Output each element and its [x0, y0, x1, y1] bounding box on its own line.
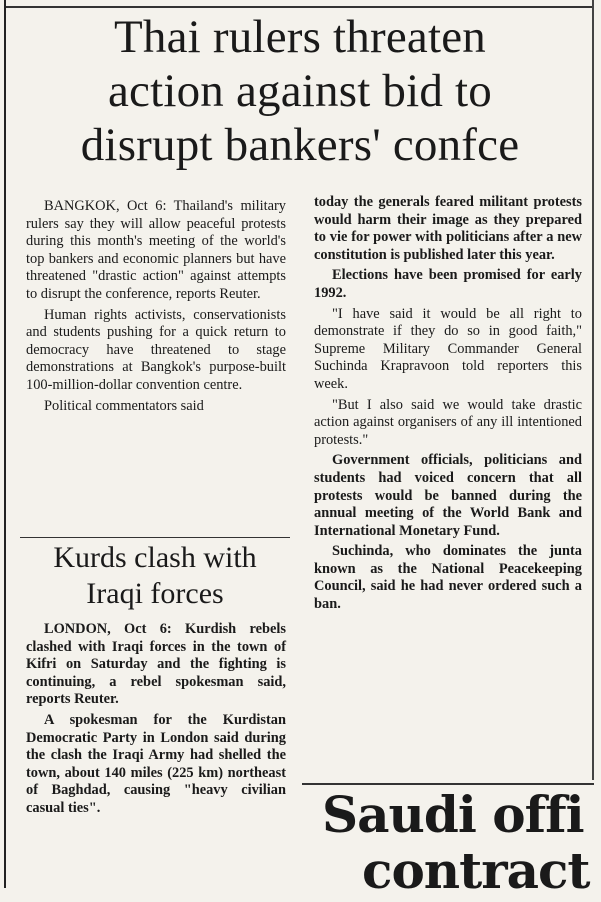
story-paragraph: Suchinda, who dominates the junta known as the National Peacekeeping Council, said he had never ordered such a ban. — [314, 543, 582, 613]
kurds-headline-line-2: Iraqi forces — [86, 577, 224, 610]
story-paragraph: today the generals feared militant protests would harm their image as they prepared to vie for power with politicians after a new constitution is published later this year. — [314, 194, 582, 263]
headline-line-1: Thai rulers threaten — [114, 11, 486, 63]
headline-line-3: disrupt bankers' confce — [80, 119, 520, 171]
story-paragraph: Political commentators said — [44, 397, 204, 414]
story-paragraph: Human rights activists, conservationists and students pushing for a quick return to democracy have threatened to stage demonstrations at Bangkok's purpose-built 100-million-dollar convention centre. — [26, 306, 286, 393]
column-divider-right — [592, 0, 594, 780]
story-paragraph — [26, 621, 286, 709]
story-paragraph: Elections have been promised for early 1992. — [314, 267, 582, 301]
headline-line-2: action against bid to — [107, 65, 493, 117]
dateline: BANGKOK, Oct 6: — [44, 198, 167, 214]
story-paragraph: A spokesman for the Kurdistan Democratic Party in London said during the clash the Iraqi Army had shelled the town, about 140 miles (225 km) northeast of Baghdad, causing "heavy civilian casual ties". — [26, 711, 286, 816]
saudi-headline-line-2: contract — [362, 841, 590, 900]
story-paragraph: "I have said it would be all right to demonstrate if they do so in good faith," Supreme Military Commander General Suchinda Krapravoon told reporters this week. — [314, 305, 582, 392]
story-paragraph: "But I also said we would take drastic action against organisers of any ill intentioned protests." — [314, 396, 582, 448]
page-left-border — [4, 0, 6, 888]
kurds-headline — [10, 540, 300, 612]
paragraph-text: Kurdish rebels clashed with Iraqi forces in the town of Kifri on Saturday and the fighting is continuing, a rebel spokesman said, reports Reuter. — [26, 621, 286, 708]
dateline: LONDON, Oct 6: — [44, 621, 172, 637]
kurds-headline-line-1: Kurds clash with — [53, 541, 257, 574]
story-paragraph — [26, 198, 286, 304]
story-thai-column-left — [26, 198, 286, 415]
main-headline — [10, 10, 590, 172]
section-divider — [20, 537, 290, 538]
top-rule — [6, 6, 592, 8]
story-kurds-column — [26, 621, 286, 818]
story-thai-column-right — [314, 194, 582, 614]
story-paragraph: Government officials, politicians and students had voiced concern that all protests would be banned during the annual meeting of the World Bank and International Monetary Fund. — [314, 452, 582, 539]
paragraph-text: Thailand's military rulers say they will allow peaceful protests during this month's meeting of the world's top bankers and economic planners but have threatened "drastic action" against attempts to disrupt the conference, reports Reuter. — [26, 198, 286, 302]
saudi-headline-line-1: Saudi offi — [322, 785, 584, 844]
